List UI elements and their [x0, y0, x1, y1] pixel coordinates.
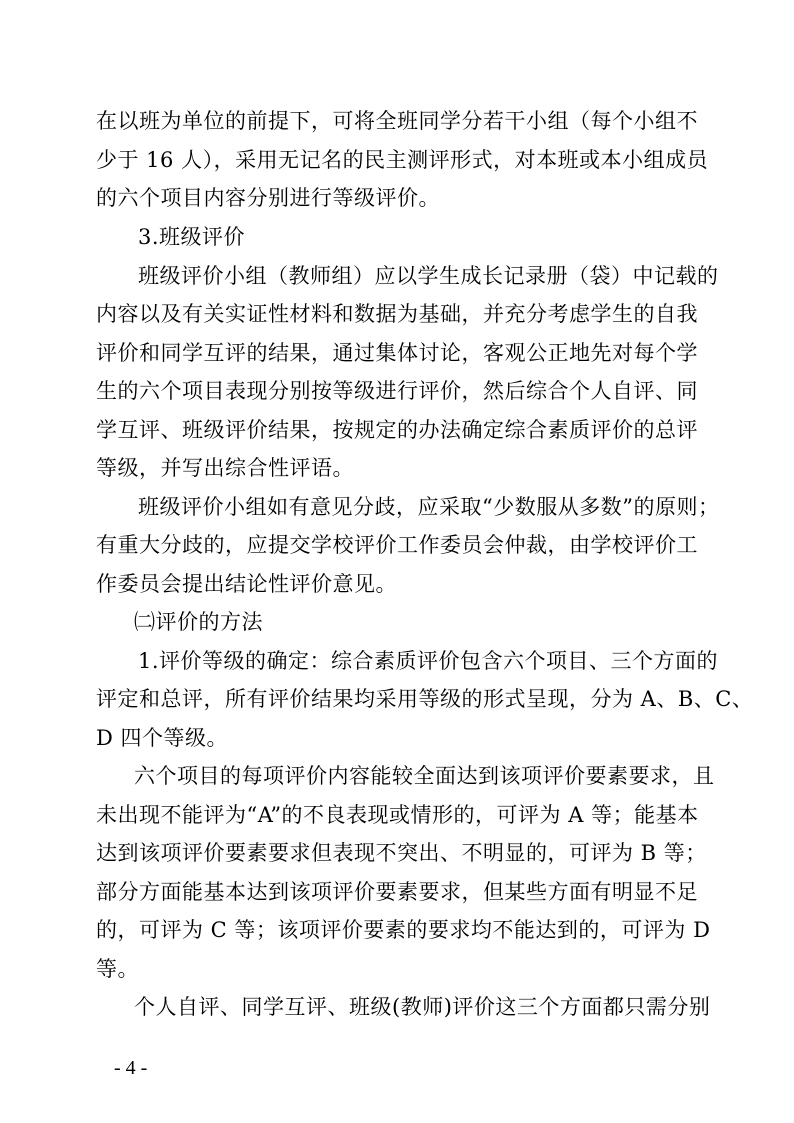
section-heading: 3.班级评价 — [138, 225, 246, 249]
paragraph-line: 生的六个项目表现分别按等级进行评价，然后综合个人自评、同 — [96, 379, 698, 403]
paragraph-line: 班级评价小组（教师组）应以学生成长记录册（袋）中记载的 — [138, 264, 719, 288]
paragraph-line: 在以班为单位的前提下，可将全班同学分若干小组（每个小组不 — [96, 109, 698, 133]
paragraph-line: 评价和同学互评的结果，通过集体讨论，客观公正地先对每个学 — [96, 341, 698, 365]
paragraph-line: 的，可评为 C 等；该项评价要素的要求均不能达到的，可评为 D — [96, 918, 711, 942]
paragraph-line: 作委员会提出结论性评价意见。 — [96, 572, 397, 596]
paragraph-line: 学互评、班级评价结果，按规定的办法确定综合素质评价的总评 — [96, 418, 698, 442]
paragraph-line: 1.评价等级的确定：综合素质评价包含六个项目、三个方面的 — [138, 649, 719, 673]
paragraph-line: 未出现不能评为“A”的不良表现或情形的，可评为 A 等；能基本 — [96, 803, 699, 827]
paragraph-line: 部分方面能基本达到该项评价要素要求，但某些方面有明显不足 — [96, 880, 698, 904]
paragraph-line: 有重大分歧的，应提交学校评价工作委员会仲裁，由学校评价工 — [96, 533, 698, 557]
paragraph-line: 班级评价小组如有意见分歧，应采取“少数服从多数”的原则； — [138, 495, 720, 519]
paragraph-line: 个人自评、同学互评、班级(教师)评价这三个方面都只需分别 — [134, 995, 711, 1019]
paragraph-line: 少于 16 人），采用无记名的民主测评形式，对本班或本小组成员 — [96, 148, 709, 172]
paragraph-line: 内容以及有关实证性材料和数据为基础，并充分考虑学生的自我 — [96, 302, 698, 326]
paragraph-line: 等级，并写出综合性评语。 — [96, 456, 354, 480]
paragraph-line: 达到该项评价要素要求但表现不突出、不明显的，可评为 B 等； — [96, 841, 707, 865]
paragraph-line: 评定和总评，所有评价结果均采用等级的形式呈现，分为 A、B、C、 — [96, 687, 754, 711]
section-heading: ㈡评价的方法 — [134, 610, 263, 634]
paragraph-line: 六个项目的每项评价内容能较全面达到该项评价要素要求，且 — [134, 764, 715, 788]
paragraph-line: D 四个等级。 — [96, 726, 229, 750]
paragraph-line: 等。 — [96, 957, 139, 981]
page-number: - 4 - — [114, 1057, 148, 1079]
paragraph-line: 的六个项目内容分别进行等级评价。 — [96, 186, 440, 210]
